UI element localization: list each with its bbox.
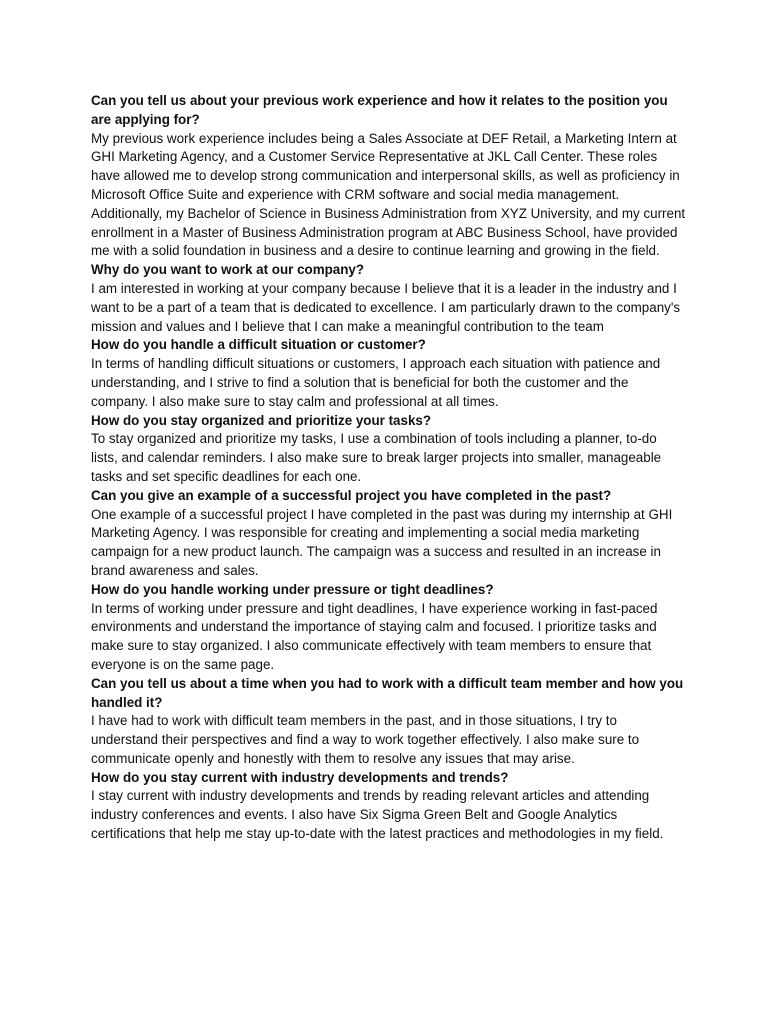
answer-paragraph: To stay organized and prioritize my tasks, I use a combination of tools including a planner, to-do lists, and calendar reminders. I also make sure to break larger projects into smaller, manageable tasks and set specific deadlines for each one.	[91, 431, 662, 484]
question-heading: How do you handle working under pressure or tight deadlines?	[91, 581, 494, 597]
question-heading: How do you stay organized and prioritize your tasks?	[91, 412, 432, 428]
qa-block-organized	[91, 412, 687, 487]
answer-paragraph: I stay current with industry developments and trends by reading relevant articles and attending industry conferences and events. I also have Six Sigma Green Belt and Google Analytics certifications that help me stay up-to-date with the latest practices and methodologies in my field.	[91, 788, 664, 842]
qa-block-why-company	[91, 261, 687, 336]
document-page	[91, 92, 687, 844]
question-heading: How do you stay current with industry developments and trends?	[91, 769, 509, 785]
question-heading: How do you handle a difficult situation or customer?	[91, 337, 426, 353]
answer-paragraph: In terms of working under pressure and tight deadlines, I have experience working in fast-paced environments and understand the importance of staying calm and focused. I prioritize tasks and make sure to stay organized. I also communicate effectively with team members to ensure that everyone is on the same page.	[91, 600, 658, 672]
qa-block-difficult-team-member	[91, 675, 687, 769]
question-heading: Can you give an example of a successful project you have completed in the past?	[91, 487, 612, 503]
qa-block-successful-project	[91, 487, 687, 581]
answer-paragraph: My previous work experience includes being a Sales Associate at DEF Retail, a Marketing Intern at GHI Marketing Agency, and a Customer Service Representative at JKL Call Center. These roles have allowed me to develop strong communication and interpersonal skills, as well as proficiency in Microsoft Office Suite and experience with CRM software and social media management. Additionally, my Bachelor of Science in Business Administration from XYZ University, and my current enrollment in a Master of Business Administration program at ABC Business School, have provided me with a solid foundation in business and a desire to continue learning and growing in the field.	[91, 130, 686, 259]
qa-block-pressure	[91, 581, 687, 675]
qa-block-stay-current	[91, 769, 687, 844]
question-heading: Why do you want to work at our company?	[91, 262, 365, 278]
answer-paragraph: In terms of handling difficult situations or customers, I approach each situation with patience and understanding, and I strive to find a solution that is beneficial for both the customer and the company. I also make sure to stay calm and professional at all times.	[91, 356, 661, 409]
qa-block-experience	[91, 92, 687, 261]
qa-block-difficult-situation	[91, 336, 687, 411]
question-heading: Can you tell us about a time when you had to work with a difficult team member and how you handled it?	[91, 675, 684, 710]
answer-paragraph: One example of a successful project I have completed in the past was during my internship at GHI Marketing Agency. I was responsible for creating and implementing a social media marketing campaign for a new product launch. The campaign was a success and resulted in an increase in brand awareness and sales.	[91, 506, 673, 578]
question-heading: Can you tell us about your previous work experience and how it relates to the position you are applying for?	[91, 93, 668, 127]
answer-paragraph: I have had to work with difficult team members in the past, and in those situations, I try to understand their perspectives and find a way to work together effectively. I also make sure to communicate openly and honestly with them to resolve any issues that may arise.	[91, 713, 640, 766]
answer-paragraph: I am interested in working at your company because I believe that it is a leader in the industry and I want to be a part of a team that is dedicated to excellence. I am particularly drawn to the company's mission and values and I believe that I can make a meaningful contribution to the team	[91, 280, 681, 334]
